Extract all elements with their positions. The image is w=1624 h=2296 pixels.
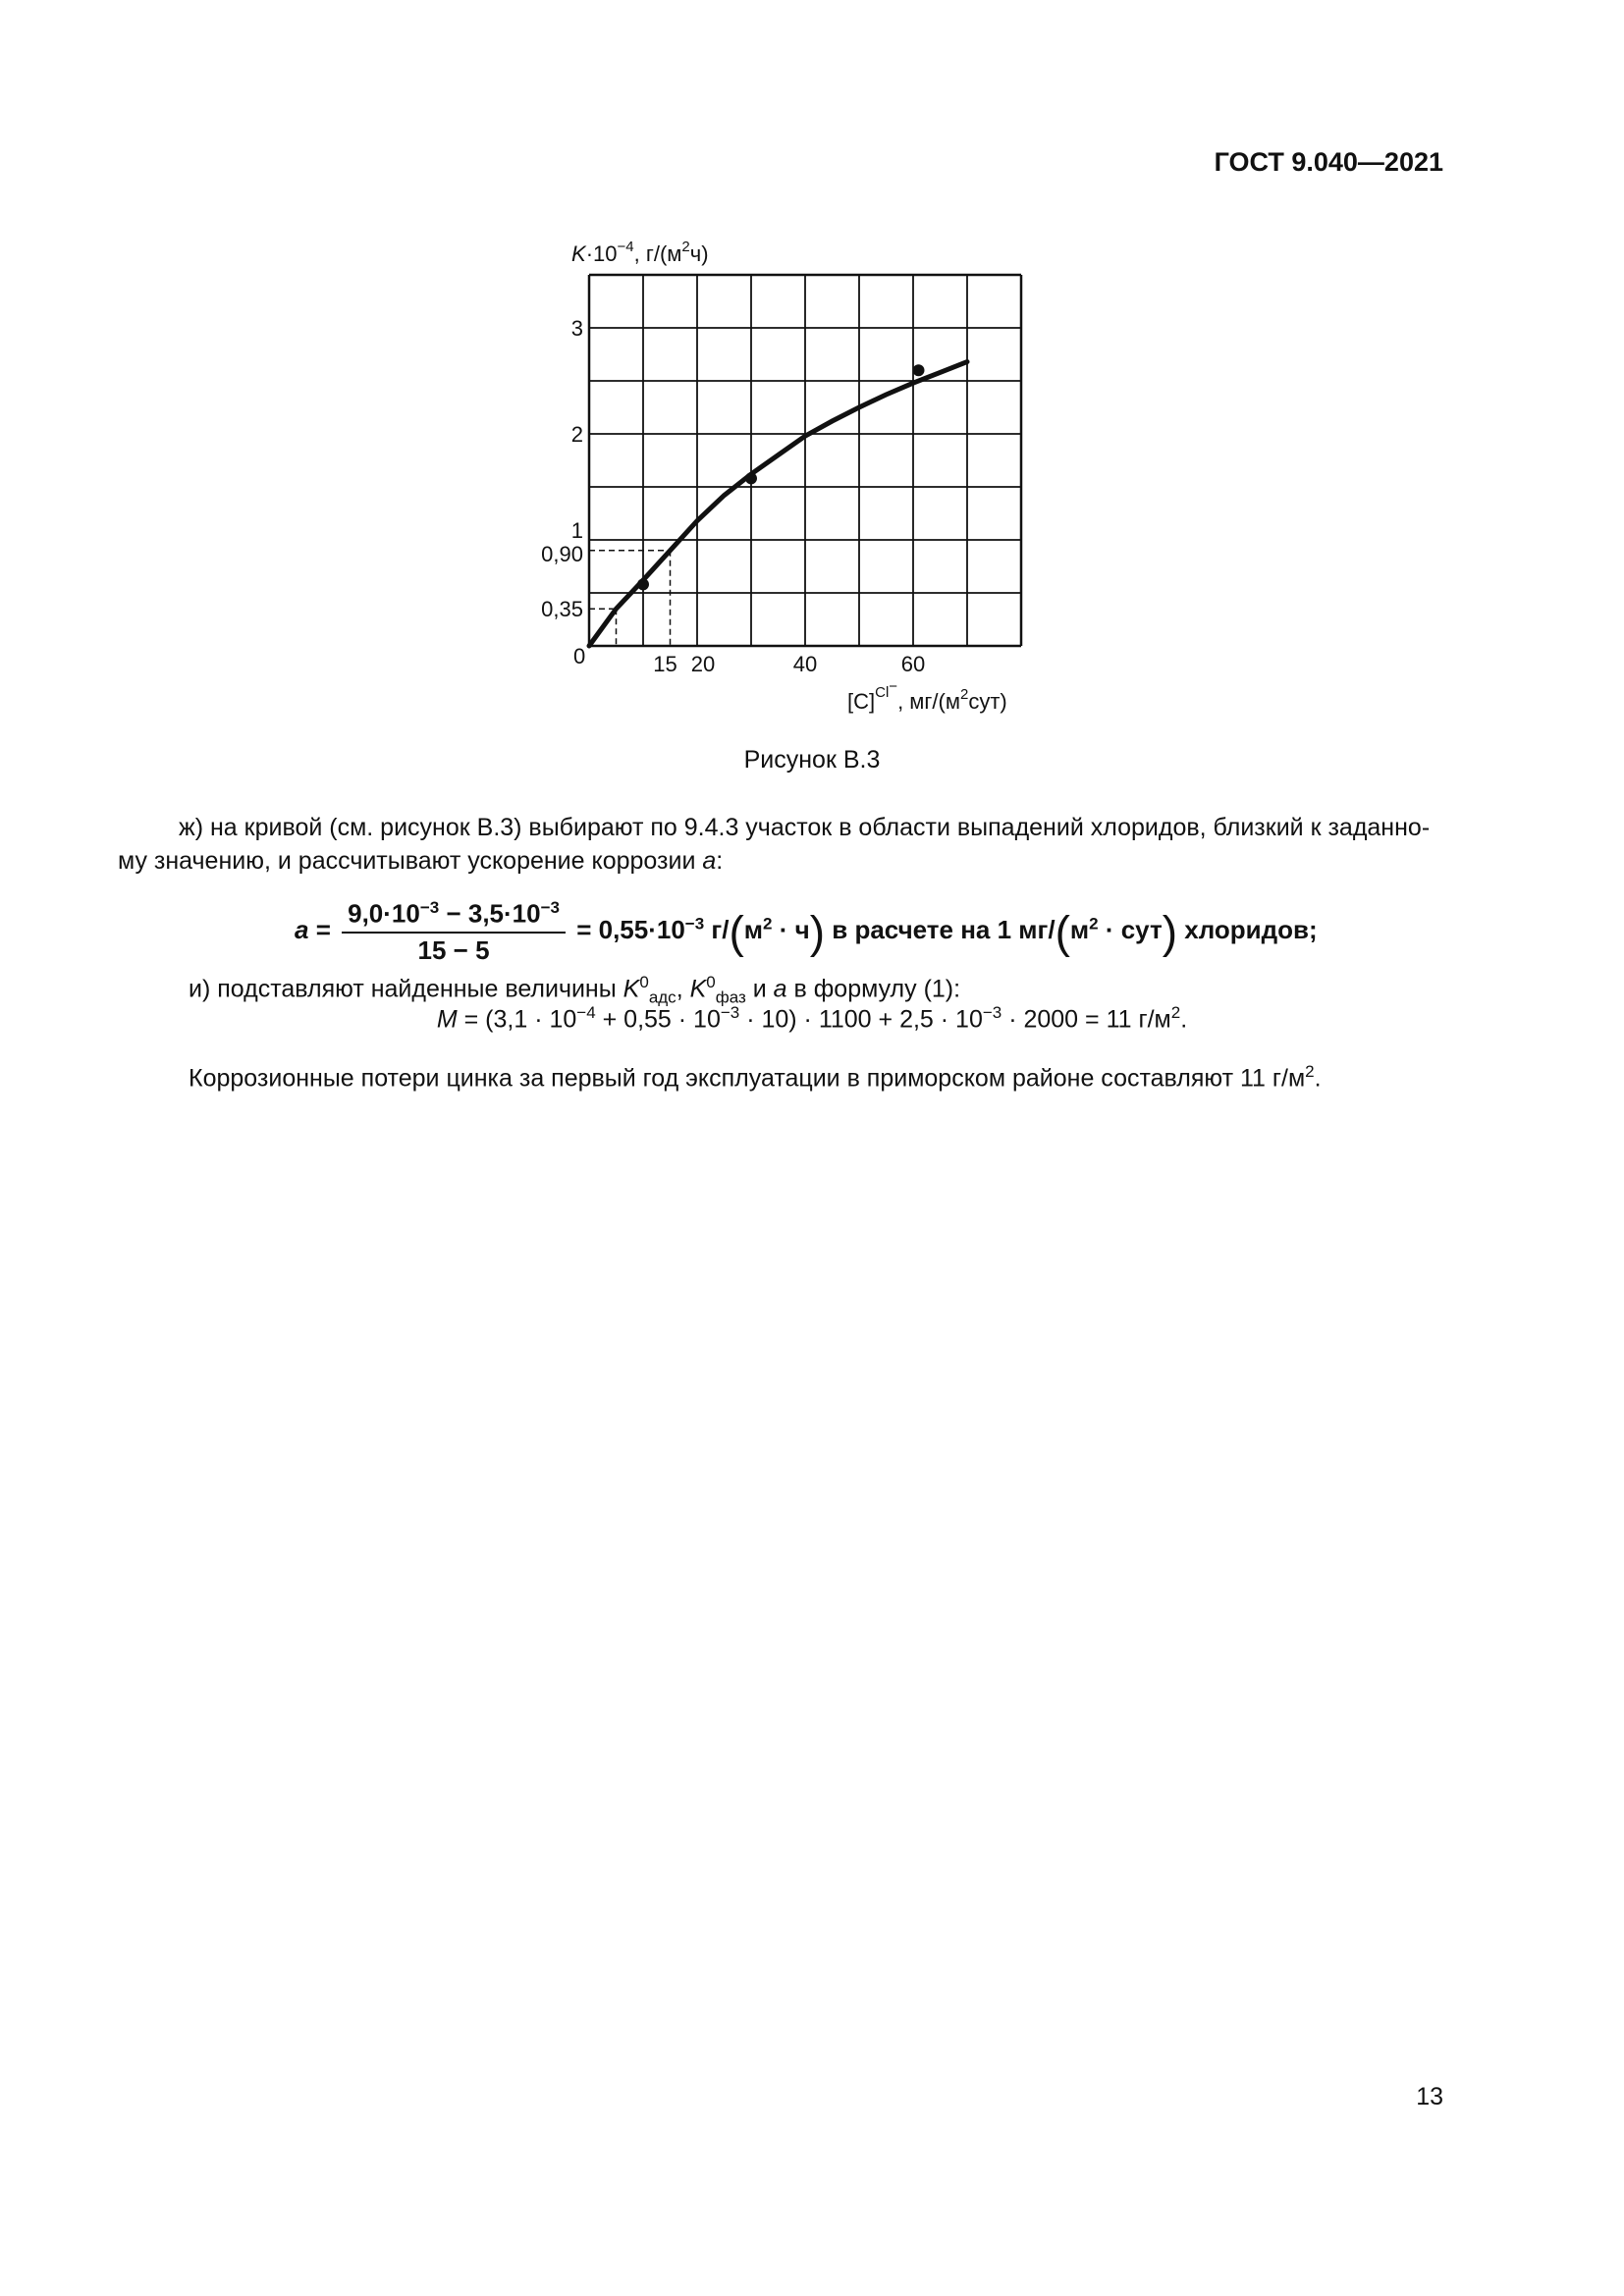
paragraph-zh-line1: ж) на кривой (см. рисунок В.3) выбирают по 9.4.3 участок в области выпадений хлоридов, близкий к заданно- <box>179 814 1431 841</box>
paragraph-i: и) подставляют найденные величины $K^0_{адс}$, $K^0_{фаз}$ и a в формулу (1): <box>189 973 961 1007</box>
paragraph-final: Коррозионные потери цинка за первый год эксплуатации в приморском районе составляют 11 $г/м^2$. <box>189 1062 1322 1093</box>
page-number: 13 <box>1416 2083 1443 2110</box>
origin-label: 0 <box>573 644 586 668</box>
grid <box>589 275 1021 646</box>
document-header: ГОСТ 9.040—2021 <box>1214 147 1443 177</box>
x-tick-label: 60 <box>900 652 926 676</box>
figure-chart <box>530 224 1041 724</box>
data-point <box>913 364 925 376</box>
chart-curve <box>589 362 967 646</box>
figure-caption: Рисунок В.3 <box>743 746 881 774</box>
formula-acceleration: a = $\frac{9,0\cdot 10^{-3} - 3,5\cdot 10^{-3}}{15 - 5}$ = $0,55\cdot 10^{-3}$ $г/(м^2 \cdot ч)$ в расчете на 1 $мг/(м^2 \cdot сут)$ хлоридов; <box>295 898 1318 965</box>
y-tick-label: 0,35 <box>541 597 583 622</box>
paragraph-zh <box>120 811 1445 878</box>
formula-fraction: $\frac{9,0\cdot 10^{-3} - 3,5\cdot 10^{-3}}{15 - 5}$ <box>342 898 566 966</box>
x-tick-labels <box>653 652 925 676</box>
data-point <box>637 578 649 590</box>
y-tick-label: 0,90 <box>541 541 583 566</box>
x-tick-label: 40 <box>792 652 818 676</box>
y-tick-label: 1 <box>570 518 583 543</box>
formula-mass-loss: $M = (3,1 \cdot 10^{-4} + 0,55 \cdot 10^{-3} \cdot 10) \cdot 1100 + 2,5 \cdot 10^{-3} \cdot 2000 = 11$ $г/м^2$. <box>436 1003 1188 1034</box>
x-axis-label: $[C]^{Cl-}$, $мг/(м^2сут)$ <box>847 678 1007 714</box>
data-point <box>745 472 757 484</box>
x-tick-label: 15 <box>653 652 677 676</box>
y-axis-label: $K\cdot 10^{-4}$, $г/(м^2ч)$ <box>571 239 709 266</box>
formula-lhs: a <box>295 915 309 945</box>
y-tick-label: 3 <box>570 316 583 341</box>
y-tick-label: 2 <box>570 422 583 447</box>
paragraph-zh-line2: му значению, и рассчитывают ускорение коррозии a: <box>118 847 724 875</box>
x-tick-label: 20 <box>690 652 716 676</box>
y-tick-labels <box>541 316 583 621</box>
